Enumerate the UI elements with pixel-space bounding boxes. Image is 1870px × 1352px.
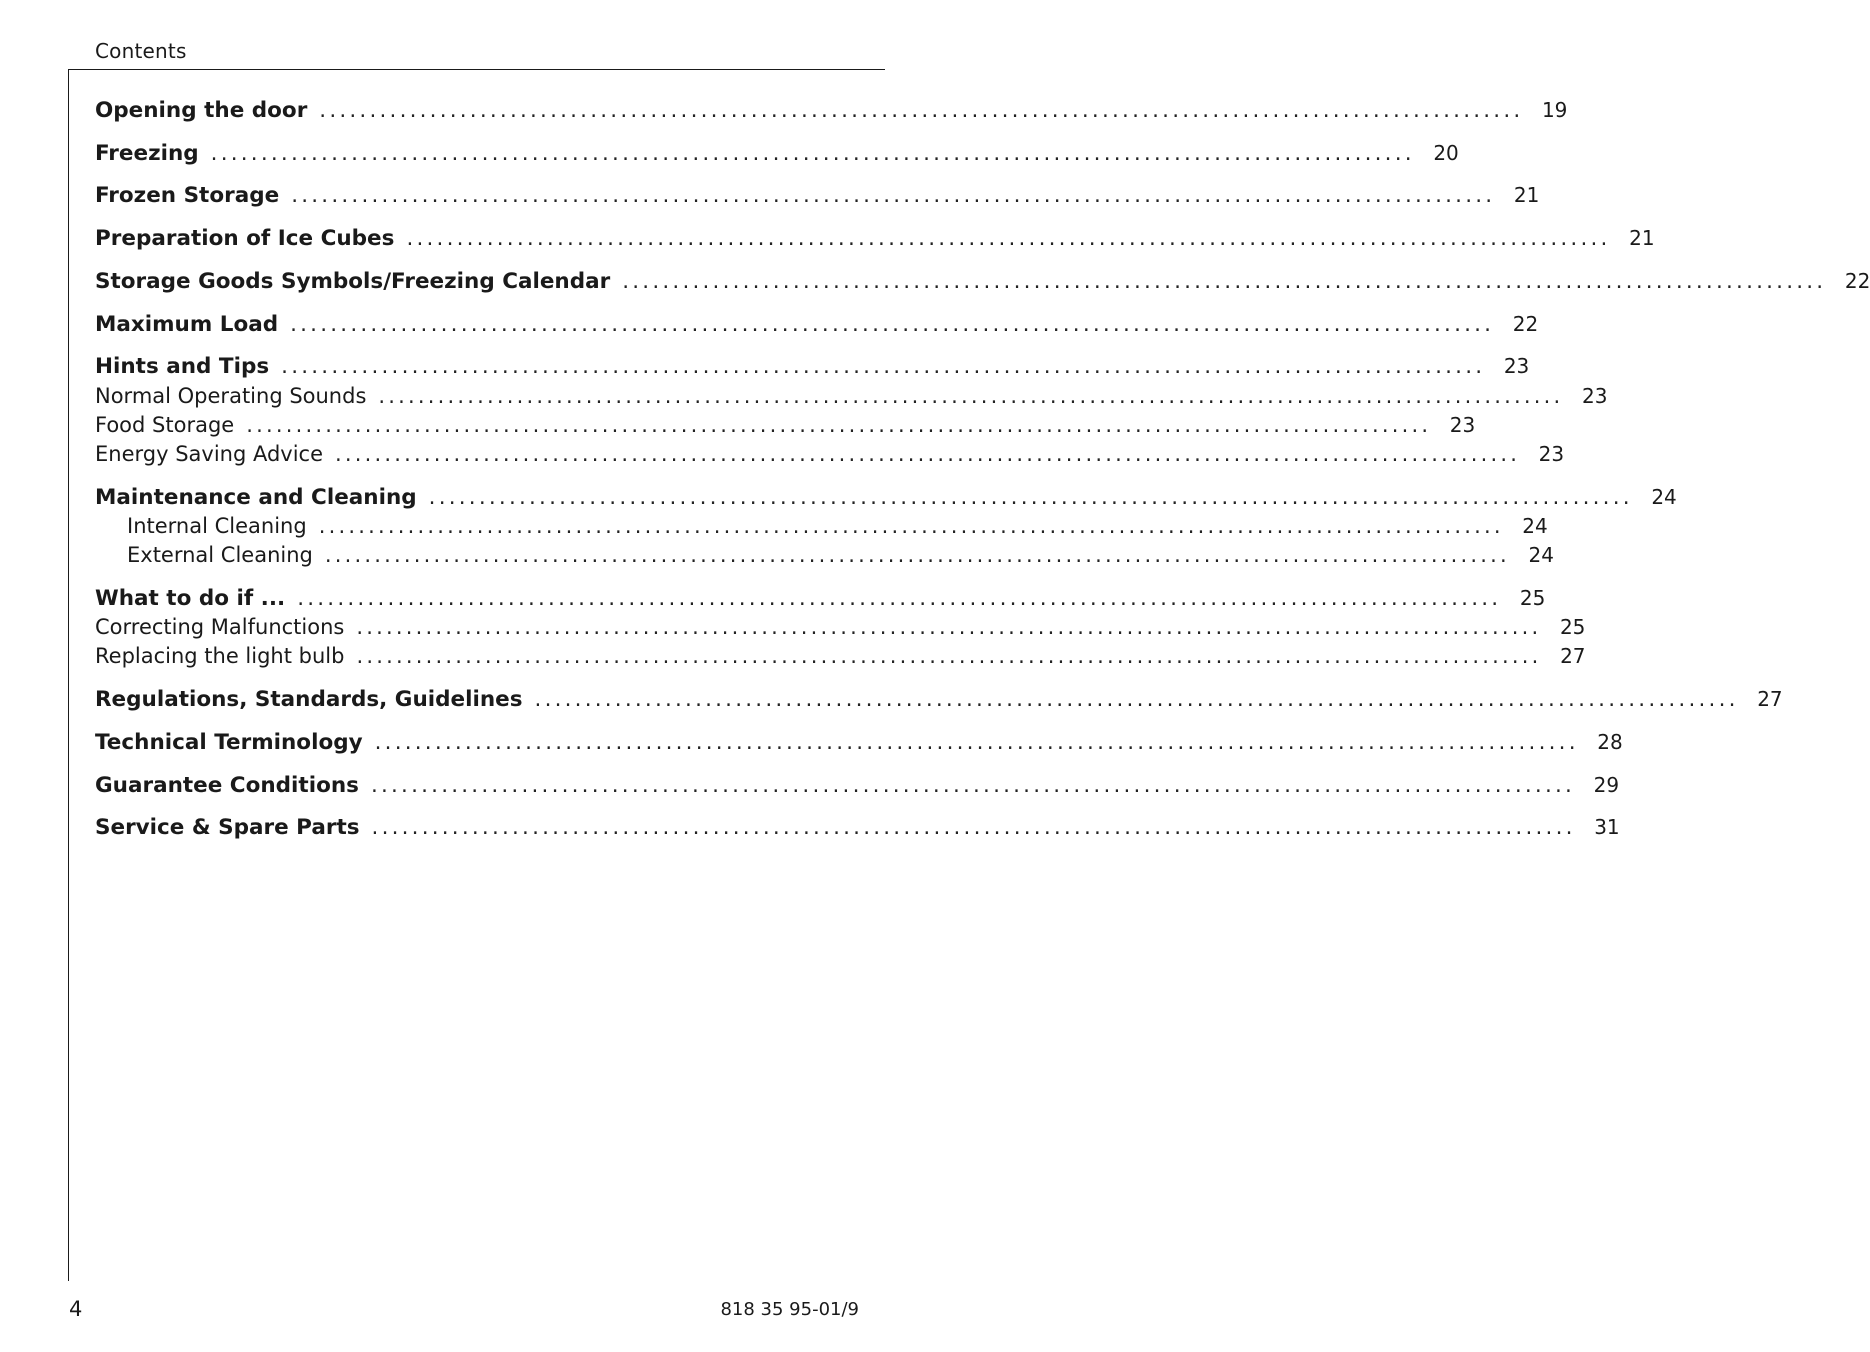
toc-entry-page: 27 <box>1757 687 1783 711</box>
toc-entry-label: Service & Spare Parts <box>95 815 360 840</box>
toc-entry-label: Opening the door <box>95 98 308 123</box>
toc-dot-leader: ........................................................................................................................ <box>290 312 1495 337</box>
toc-entry-regulations-standards-guidelines[interactable] <box>95 686 1783 712</box>
toc-entry-label: Energy Saving Advice <box>95 442 324 466</box>
toc-entry-storage-goods-symbols[interactable] <box>95 268 1870 294</box>
toc-entry-page: 25 <box>1559 615 1586 639</box>
toc-entry-external-cleaning[interactable] <box>95 542 1554 568</box>
toc-dot-leader: ........................................................................................................................ <box>324 543 1510 567</box>
toc-entry-label: Replacing the light bulb <box>95 644 345 668</box>
toc-dot-leader: ........................................................................................................................ <box>371 815 1576 840</box>
toc-entry-maximum-load[interactable] <box>95 311 1539 337</box>
toc-entry-label: Food Storage <box>95 413 235 437</box>
toc-entry-label: Storage Goods Symbols/Freezing Calendar <box>95 269 611 294</box>
toc-entry-guarantee-conditions[interactable] <box>95 772 1620 798</box>
toc-entry-page: 22 <box>1512 312 1539 336</box>
toc-entry-page: 23 <box>1581 384 1608 408</box>
toc-entry-page: 31 <box>1594 815 1620 839</box>
toc-entry-label: Normal Operating Sounds <box>95 384 367 408</box>
toc-entry-page: 22 <box>1844 269 1870 293</box>
toc-entry-label: Correcting Malfunctions <box>95 615 345 639</box>
toc-entry-page: 25 <box>1519 586 1546 610</box>
toc-entry-label: Maximum Load <box>95 312 279 337</box>
margin-rule <box>68 69 69 1281</box>
toc-dot-leader: ........................................................................................................................ <box>246 413 1432 437</box>
toc-dot-leader: ........................................................................................................................ <box>378 384 1564 408</box>
toc-entry-page: 21 <box>1513 183 1540 207</box>
toc-dot-leader: ........................................................................................................................ <box>318 514 1504 538</box>
toc-entry-page: 24 <box>1528 543 1554 567</box>
toc-entry-label: Regulations, Standards, Guidelines <box>95 687 523 712</box>
toc-entry-label: Internal Cleaning <box>127 514 307 538</box>
toc-dot-leader: ........................................................................................................................ <box>319 98 1524 123</box>
toc-entry-label: What to do if ... <box>95 586 286 611</box>
toc-entry-label: External Cleaning <box>127 543 313 567</box>
toc-dot-leader: ........................................................................................................................ <box>356 644 1542 668</box>
header-rule <box>68 69 885 70</box>
page-header-title: Contents <box>95 39 187 63</box>
toc-entry-what-to-do-if[interactable] <box>95 585 1546 611</box>
toc-entry-label: Hints and Tips <box>95 354 270 379</box>
toc-entry-label: Maintenance and Cleaning <box>95 485 417 510</box>
toc-dot-leader: ........................................................................................................................ <box>406 226 1611 251</box>
toc-dot-leader: ........................................................................................................................ <box>622 269 1827 294</box>
toc-entry-label: Freezing <box>95 141 199 166</box>
toc-entry-normal-operating-sounds[interactable] <box>95 383 1608 409</box>
toc-dot-leader: ........................................................................................................................ <box>210 141 1415 166</box>
toc-dot-leader: ........................................................................................................................ <box>428 485 1633 510</box>
toc-entry-page: 23 <box>1538 442 1565 466</box>
toc-dot-leader: ........................................................................................................................ <box>335 442 1521 466</box>
toc-entry-label: Technical Terminology <box>95 730 363 755</box>
toc-entry-page: 19 <box>1541 98 1568 122</box>
toc-entry-internal-cleaning[interactable] <box>95 513 1548 539</box>
toc-entry-label: Preparation of Ice Cubes <box>95 226 395 251</box>
toc-entry-label: Frozen Storage <box>95 183 280 208</box>
toc-dot-leader: ........................................................................................................................ <box>356 615 1542 639</box>
toc-entry-opening-the-door[interactable] <box>95 97 1568 123</box>
toc-entry-preparation-of-ice-cubes[interactable] <box>95 225 1655 251</box>
toc-dot-leader: ........................................................................................................................ <box>291 183 1496 208</box>
toc-entry-page: 24 <box>1522 514 1548 538</box>
toc-entry-food-storage[interactable] <box>95 412 1476 438</box>
toc-dot-leader: ........................................................................................................................ <box>281 354 1486 379</box>
toc-entry-service-and-spare-parts[interactable] <box>95 814 1620 840</box>
toc-entry-frozen-storage[interactable] <box>95 182 1540 208</box>
toc-entry-page: 23 <box>1449 413 1476 437</box>
toc-entry-page: 29 <box>1593 773 1620 797</box>
toc-entry-page: 24 <box>1651 485 1677 509</box>
toc-entry-page: 28 <box>1597 730 1623 754</box>
toc-dot-leader: ........................................................................................................................ <box>534 687 1739 712</box>
page-number: 4 <box>69 1297 83 1321</box>
toc-dot-leader: ........................................................................................................................ <box>370 773 1576 798</box>
toc-entry-page: 27 <box>1560 644 1586 668</box>
toc-entry-page: 23 <box>1503 354 1530 378</box>
toc-entry-maintenance-and-cleaning[interactable] <box>95 484 1677 510</box>
toc-entry-correcting-malfunctions[interactable] <box>95 614 1586 640</box>
document-id: 818 35 95-01/9 <box>720 1299 859 1320</box>
toc-dot-leader: ........................................................................................................................ <box>374 730 1579 755</box>
toc-entry-hints-and-tips[interactable] <box>95 353 1530 379</box>
toc-entry-page: 20 <box>1433 141 1459 165</box>
toc-entry-energy-saving-advice[interactable] <box>95 441 1565 467</box>
toc-entry-page: 21 <box>1629 226 1655 250</box>
toc-entry-technical-terminology[interactable] <box>95 729 1623 755</box>
toc-dot-leader: ........................................................................................................................ <box>297 586 1502 611</box>
toc-entry-label: Guarantee Conditions <box>95 773 359 798</box>
toc-entry-replacing-the-light-bulb[interactable] <box>95 643 1586 669</box>
toc-entry-freezing[interactable] <box>95 140 1459 166</box>
